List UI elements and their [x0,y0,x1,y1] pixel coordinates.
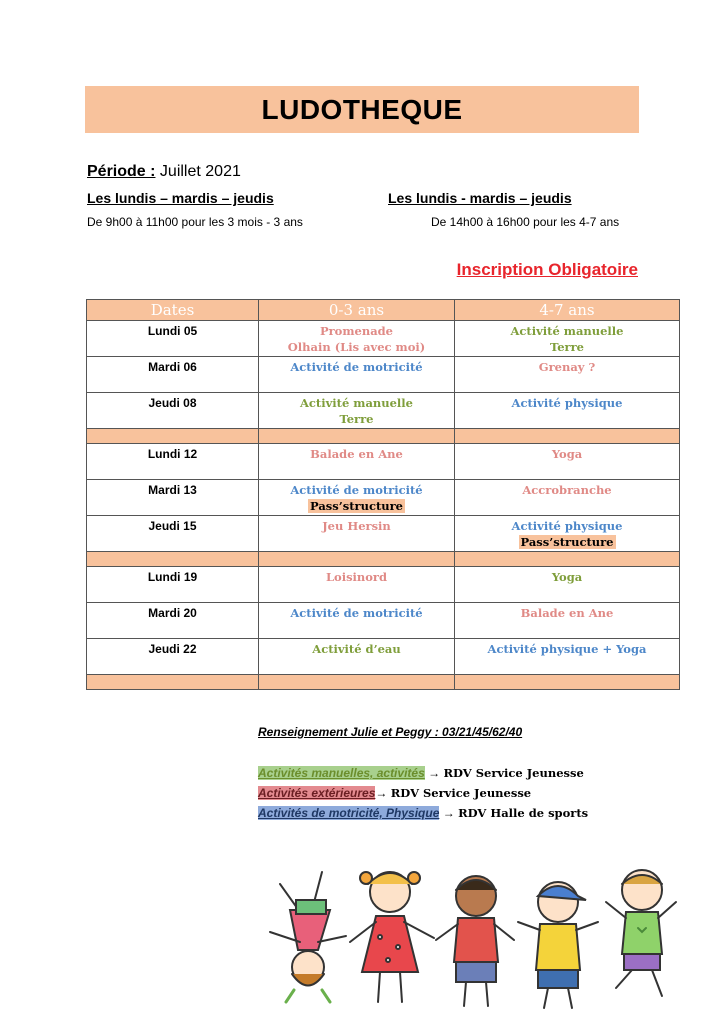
activity-4-7 [455,516,680,552]
activity-line: Jeu Hersin [322,519,391,533]
activity-line: Activité de motricité [290,483,423,497]
arrow-icon: → [428,766,441,780]
day-cell: Mardi 06 [87,357,259,393]
activity-4-7 [455,567,680,603]
child-upside-down-figure [270,872,346,1002]
activity-0-3 [259,603,455,639]
activity-line: Activité physique [511,396,623,410]
activity-line: Activité de motricité [290,606,423,620]
page-title: LUDOTHEQUE [261,93,463,125]
activity-line: Balade en Ane [310,447,403,461]
planning-table [86,299,680,690]
activity-line: Activité d’eau [312,642,401,656]
activity-0-3 [259,444,455,480]
child-jumping-figure [606,870,676,996]
day-cell: Jeudi 08 [87,393,259,429]
table-row [87,639,680,675]
pass-structure-badge: Pass’structure [520,535,614,549]
day-cell: Mardi 20 [87,603,259,639]
legend-item-manual [258,766,584,780]
day-cell: Mardi 13 [87,480,259,516]
table-row [87,321,680,357]
activity-line: Activité manuelle [299,396,413,410]
activity-0-3 [259,393,455,429]
week-separator [87,675,680,690]
arrow-icon: → [375,786,388,800]
child-boy-figure [436,876,514,1006]
children-illustration [250,862,680,1012]
legend-item-outdoor [258,786,531,800]
header-dates: Dates [87,300,259,321]
legend-key: Activités manuelles, activités [258,766,425,780]
table-header-row [87,300,680,321]
table-row [87,516,680,552]
contact-info: Renseignement Julie et Peggy : 03/21/45/62/40 [258,725,523,739]
pass-structure-badge: Pass’structure [310,499,403,513]
activity-0-3 [259,516,455,552]
schedule-left-text: De 9h00 à 11h00 pour les 3 mois - 3 ans [87,215,303,229]
week-separator [87,552,680,567]
header-4-7: 4-7 ans [455,300,680,321]
activity-0-3 [259,480,455,516]
day-cell: Jeudi 22 [87,639,259,675]
activity-line: Activité physique + Yoga [487,642,647,656]
activity-4-7 [455,480,680,516]
periode-line [87,163,241,181]
table-row [87,567,680,603]
day-cell: Lundi 12 [87,444,259,480]
periode-value: Juillet 2021 [159,163,241,180]
day-cell: Jeudi 15 [87,516,259,552]
periode-label: Période : [87,163,156,180]
inscription-notice: Inscription Obligatoire [456,260,638,279]
week-separator [87,429,680,444]
schedule-right-text: De 14h00 à 16h00 pour les 4-7 ans [431,215,620,229]
activity-line: Yoga [551,447,583,461]
activity-line: Activité manuelle [510,324,624,338]
activity-4-7 [455,639,680,675]
activity-0-3 [259,639,455,675]
legend-rdv: RDV Service Jeunesse [443,766,584,780]
schedule-left-heading: Les lundis – mardis – jeudis [87,190,274,206]
activity-line: Terre [550,340,584,354]
table-row [87,480,680,516]
activity-4-7 [455,603,680,639]
schedule-right-heading: Les lundis - mardis – jeudis [388,190,572,206]
activity-line: Loisinord [325,570,388,584]
activity-0-3 [259,321,455,357]
activity-0-3 [259,357,455,393]
activity-0-3 [259,567,455,603]
legend-key: Activités extérieures [258,786,376,800]
day-cell: Lundi 05 [87,321,259,357]
table-row [87,444,680,480]
title-banner [85,86,639,133]
day-cell: Lundi 19 [87,567,259,603]
activity-4-7 [455,357,680,393]
legend-key: Activités de motricité, Physique [258,806,440,820]
header-0-3: 0-3 ans [259,300,455,321]
legend-rdv: RDV Halle de sports [458,806,589,820]
table-row [87,393,680,429]
legend-rdv: RDV Service Jeunesse [390,786,532,800]
activity-line: Grenay ? [538,360,596,374]
activity-line: Accrobranche [522,483,612,497]
activity-4-7 [455,321,680,357]
activity-line: Olhain (Lis avec moi) [287,340,426,354]
table-row [87,603,680,639]
child-cap-figure [518,882,598,1008]
child-girl-figure [350,872,434,1002]
activity-line: Activité de motricité [290,360,423,374]
activity-line: Terre [339,412,374,426]
activity-line: Promenade [319,324,394,338]
table-row [87,357,680,393]
activity-4-7 [455,393,680,429]
arrow-icon: → [442,806,455,820]
activity-line: Activité physique [511,519,623,533]
activity-line: Yoga [551,570,583,584]
legend-item-motricity [258,806,588,820]
activity-4-7 [455,444,680,480]
activity-line: Balade en Ane [520,606,614,620]
